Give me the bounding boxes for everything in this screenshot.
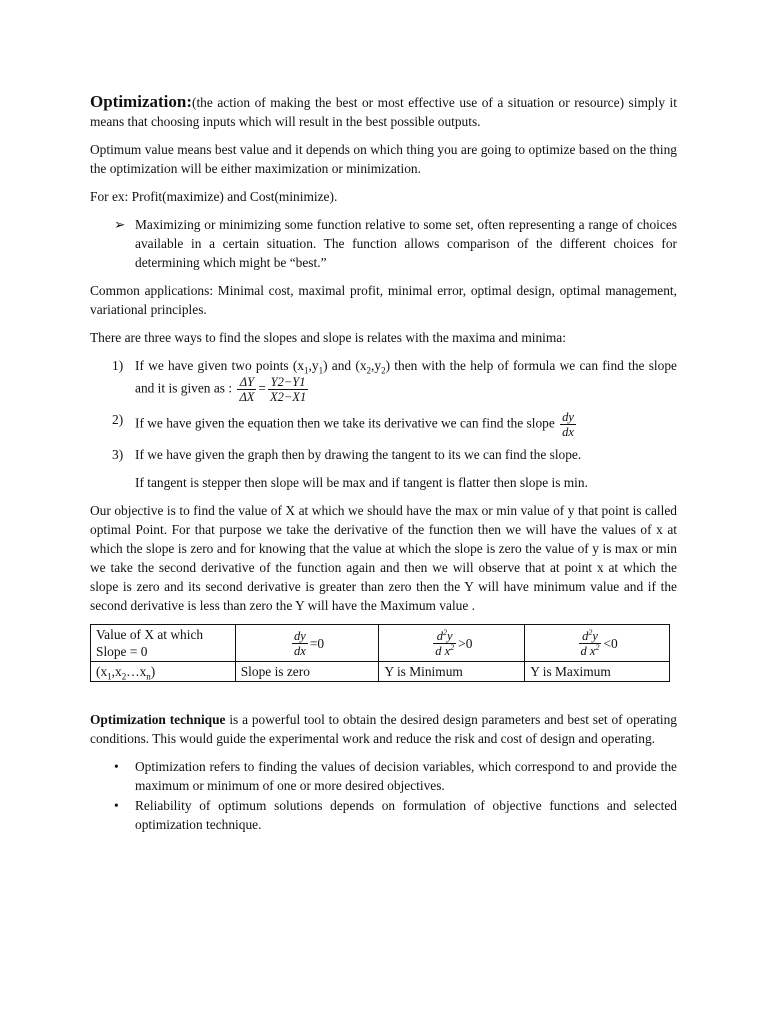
table-cell (91, 662, 236, 682)
cell-text: (x (96, 664, 108, 679)
superscript: 2 (588, 627, 593, 637)
math-d: d (582, 628, 589, 643)
fraction-denominator (433, 644, 456, 658)
cell-text: ,x (111, 664, 122, 679)
arrow-item-text: Maximizing or minimizing some function relative to some set, often representing a range of choices available in a certain situation. The function allows comparison of the different choices for determining which might be “best.” (135, 217, 677, 270)
table-row (91, 625, 670, 662)
first-derivative-fraction (292, 629, 308, 658)
bullet-list (90, 757, 677, 834)
subscript: 1 (107, 671, 112, 682)
fraction-numerator: dy (294, 628, 306, 643)
subscript: 1 (318, 365, 324, 376)
way-item-3 (90, 445, 677, 464)
superscript: 2 (443, 627, 448, 637)
table-cell: Value of X at which Slope = 0 (91, 625, 236, 662)
table-cell: Y is Maximum (525, 662, 670, 682)
applications-paragraph: Common applications: Minimal cost, maximal profit, minimal error, optimal design, optimal management, variational principles. (90, 283, 677, 317)
list-item (90, 796, 677, 834)
intro-definition: (the action of making the best or most effective use of a situation or resource) simply it means that choosing inputs which will result in the best possible outputs. (90, 95, 677, 129)
table-cell: Y is Minimum (379, 662, 525, 682)
document-page (90, 92, 677, 835)
arrow-list (90, 215, 677, 272)
fraction-denominator: dx (294, 643, 306, 658)
relation: =0 (309, 635, 325, 651)
delta-fraction (237, 375, 256, 404)
way-number-2: 2) (112, 412, 124, 427)
math-y: y (447, 628, 453, 643)
way-1-text: ,y (308, 358, 319, 373)
table-row (91, 662, 670, 682)
way-3-text: If we have given the graph then by drawing the tangent to its we can find the slope. (135, 447, 582, 462)
bullet-text: Optimization refers to finding the values of decision variables, which correspond to and provide the maximum or minimum of one or more desired objectives. (135, 759, 677, 793)
math-d: d (436, 628, 444, 643)
way-1-text: If we have given two points (x (135, 358, 305, 373)
fraction-numerator: Y2−Y1 (268, 375, 308, 390)
subscript: 2 (381, 365, 386, 376)
fraction-denominator: ΔX (239, 390, 255, 404)
second-derivative-fraction (579, 629, 602, 658)
subscript: 2 (121, 671, 127, 682)
three-ways-paragraph: There are three ways to find the slopes and slope is relates with the maxima and minima: (90, 330, 566, 345)
subscript: 2 (366, 365, 372, 376)
fraction-denominator: X2−X1 (269, 390, 307, 404)
way-1-text: ) then with the help of formula we can find the slope and it is given as : (135, 358, 677, 396)
way-number-1: 1) (112, 358, 124, 373)
way-1-text: ,y (371, 358, 382, 373)
cell-text: ) (150, 664, 156, 679)
relation: >0 (458, 635, 473, 651)
technique-text: is a powerful tool to obtain the desired design parameters and best set of operating conditions. This would guide the experimental work and reduce the risk and cost of design and operating. (90, 712, 677, 746)
fraction-numerator (579, 629, 602, 644)
way-item-2 (90, 410, 677, 439)
technique-term: Optimization technique (90, 712, 226, 727)
subscript: n (146, 671, 151, 682)
table-cell (235, 625, 379, 662)
cell-text: …x (126, 664, 147, 679)
arrow-bullet-icon: ➢ (114, 217, 126, 232)
subscript: 1 (304, 365, 309, 376)
tangent-note: If tangent is stepper then slope will be max and if tangent is flatter then slope is min. (135, 475, 588, 490)
way-number-3: 3) (112, 447, 124, 462)
fraction-numerator: ΔY (237, 375, 256, 390)
intro-title: Optimization: (90, 92, 192, 111)
example-paragraph: For ex: Profit(maximize) and Cost(minimize). (90, 189, 338, 204)
fraction-denominator: dx (562, 425, 574, 439)
relation: <0 (603, 635, 618, 651)
math-dx: d x (580, 643, 596, 658)
math-y: y (592, 628, 598, 643)
fraction-numerator: dy (562, 410, 574, 424)
way-2-text: If we have given the equation then we take its derivative we can find the slope (135, 415, 555, 431)
superscript: 2 (595, 642, 600, 652)
list-item (90, 757, 677, 795)
table-cell (525, 625, 670, 662)
fraction-numerator (433, 629, 456, 644)
arrow-list-item (90, 215, 677, 272)
optimal-point-table (90, 624, 670, 682)
ways-list (90, 356, 677, 464)
intro-paragraph (90, 92, 677, 131)
points-fraction (268, 375, 308, 404)
bullet-text: Reliability of optimum solutions depends on formulation of objective functions and selected optimization technique. (135, 798, 677, 832)
fraction-denominator (579, 644, 602, 658)
optimum-value-paragraph: Optimum value means best value and it depends on which thing you are going to optimize based on the thing the optimization will be either maximization or minimization. (90, 142, 677, 176)
table-cell: Slope is zero (235, 662, 379, 682)
table-cell (379, 625, 525, 662)
technique-paragraph (90, 710, 677, 748)
equals-sign: = (258, 380, 266, 396)
bullet-icon: • (114, 798, 119, 813)
way-item-1 (90, 356, 677, 404)
second-derivative-fraction (433, 629, 456, 658)
math-dx: d x (435, 643, 451, 658)
superscript: 2 (450, 642, 455, 652)
way-1-text: ) and (x (323, 358, 367, 373)
derivative-fraction (560, 410, 576, 439)
objective-paragraph: Our objective is to find the value of X at which we should have the max or min value of y that point is called optimal Point. For that purpose we take the derivative of the function then we will have the values of x at which the slope is zero and for knowing that the value at which the slope is zero the value of y is max or min we take the second derivative of the function again and then we will observe that at point x at which the slope is zero and its second derivative is greater than zero then the Y will have minimum value and if the second derivative is less than zero the Y will have the Maximum value . (90, 503, 677, 613)
bullet-icon: • (114, 759, 119, 774)
